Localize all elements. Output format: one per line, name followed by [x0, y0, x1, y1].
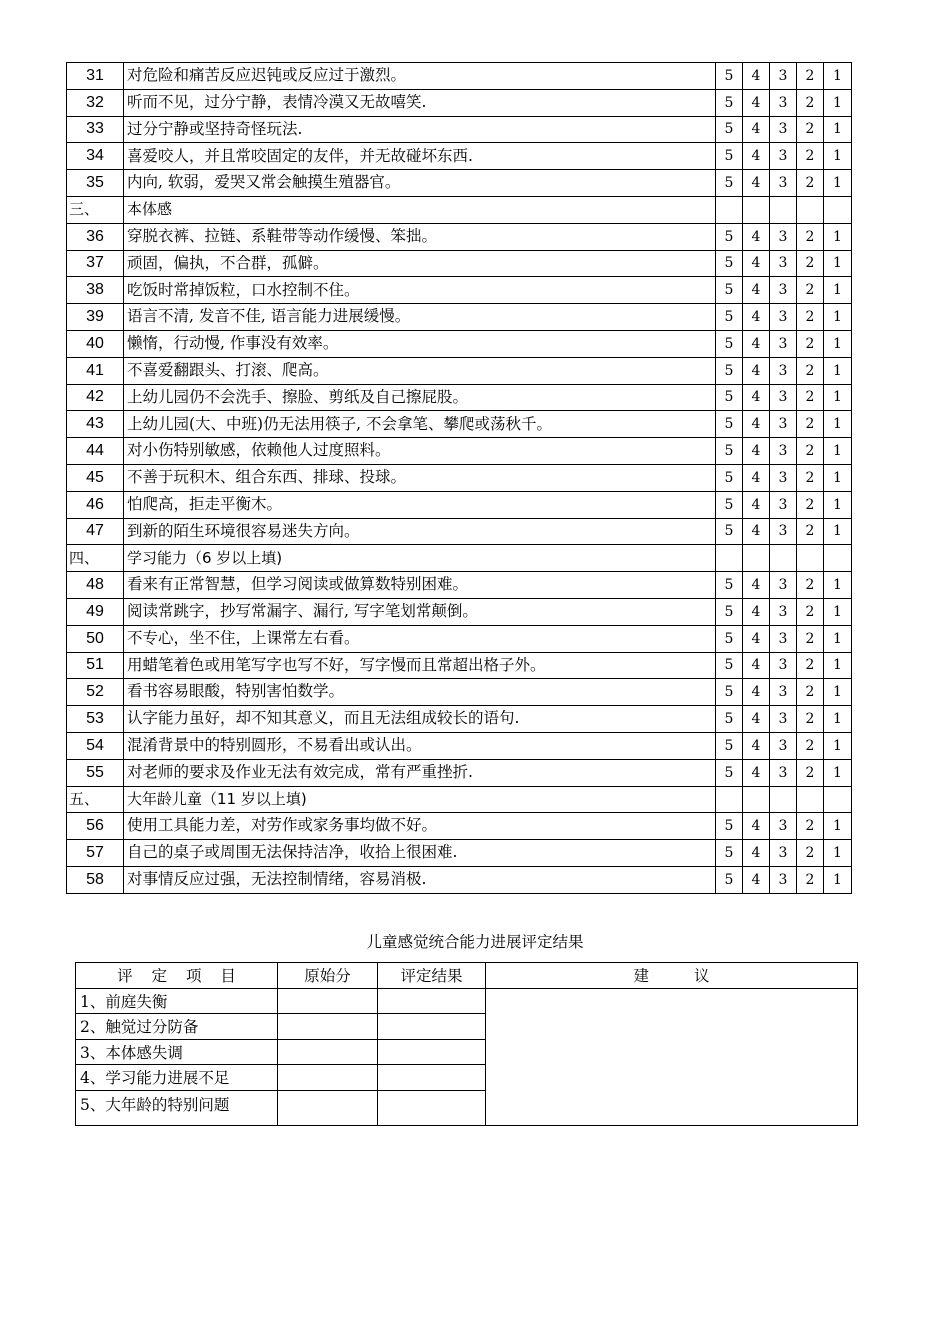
score-option[interactable]: 5	[716, 625, 743, 652]
question-row	[67, 277, 852, 304]
score-option[interactable]: 5	[716, 411, 743, 438]
empty-cell	[716, 545, 743, 572]
empty-cell	[797, 786, 824, 813]
question-text: 不专心，坐不住，上课常左右看。	[124, 625, 716, 652]
raw-score-cell[interactable]	[278, 1065, 378, 1091]
score-option[interactable]: 1	[824, 63, 852, 90]
score-option[interactable]: 4	[743, 518, 770, 545]
score-option[interactable]: 2	[797, 304, 824, 331]
score-option[interactable]: 2	[797, 598, 824, 625]
question-row	[67, 679, 852, 706]
score-option[interactable]: 3	[770, 304, 797, 331]
section-title: 本体感	[124, 196, 716, 223]
empty-cell	[716, 786, 743, 813]
question-number: 48	[67, 572, 124, 599]
question-text: 喜爱咬人，并且常咬固定的友伴，并无故碰坏东西.	[124, 143, 716, 170]
score-option[interactable]: 2	[797, 759, 824, 786]
score-option[interactable]: 5	[716, 706, 743, 733]
question-number: 35	[67, 170, 124, 197]
question-text: 过分宁静或坚持奇怪玩法.	[124, 116, 716, 143]
question-text: 内向, 软弱，爱哭又常会触摸生殖器官。	[124, 170, 716, 197]
section-row	[67, 786, 852, 813]
score-option[interactable]: 1	[824, 89, 852, 116]
score-option[interactable]: 1	[824, 625, 852, 652]
empty-cell	[824, 545, 852, 572]
question-number: 47	[67, 518, 124, 545]
score-option[interactable]: 5	[716, 89, 743, 116]
question-text: 怕爬高，拒走平衡木。	[124, 491, 716, 518]
score-option[interactable]: 4	[743, 170, 770, 197]
question-text: 懒惰，行动慢, 作事没有效率。	[124, 330, 716, 357]
question-number: 49	[67, 598, 124, 625]
score-option[interactable]: 3	[770, 357, 797, 384]
score-option[interactable]: 1	[824, 491, 852, 518]
score-option[interactable]: 1	[824, 732, 852, 759]
question-row	[67, 813, 852, 840]
empty-cell	[743, 196, 770, 223]
question-row	[67, 304, 852, 331]
score-option[interactable]: 1	[824, 250, 852, 277]
score-option[interactable]: 3	[770, 491, 797, 518]
question-number: 56	[67, 813, 124, 840]
score-option[interactable]: 2	[797, 732, 824, 759]
score-option[interactable]: 2	[797, 89, 824, 116]
score-option[interactable]: 4	[743, 330, 770, 357]
score-option[interactable]: 1	[824, 679, 852, 706]
empty-cell	[770, 545, 797, 572]
score-option[interactable]: 3	[770, 411, 797, 438]
score-option[interactable]: 2	[797, 518, 824, 545]
score-option[interactable]: 4	[743, 250, 770, 277]
question-number: 51	[67, 652, 124, 679]
score-option[interactable]: 3	[770, 759, 797, 786]
question-row	[67, 518, 852, 545]
score-option[interactable]: 4	[743, 706, 770, 733]
question-text: 顽固，偏执，不合群，孤僻。	[124, 250, 716, 277]
section-row	[67, 196, 852, 223]
result-cell[interactable]	[378, 988, 486, 1014]
score-option[interactable]: 1	[824, 170, 852, 197]
question-number: 57	[67, 840, 124, 867]
question-row	[67, 866, 852, 893]
score-option[interactable]: 1	[824, 143, 852, 170]
question-text: 看来有正常智慧，但学习阅读或做算数特别困难。	[124, 572, 716, 599]
question-row	[67, 223, 852, 250]
score-option[interactable]: 2	[797, 116, 824, 143]
score-option[interactable]: 4	[743, 384, 770, 411]
question-row	[67, 411, 852, 438]
score-option[interactable]: 1	[824, 706, 852, 733]
score-option[interactable]: 5	[716, 652, 743, 679]
question-number: 31	[67, 63, 124, 90]
question-number: 34	[67, 143, 124, 170]
result-cell[interactable]	[378, 1014, 486, 1040]
score-option[interactable]: 4	[743, 679, 770, 706]
score-option[interactable]: 4	[743, 732, 770, 759]
question-number: 32	[67, 89, 124, 116]
score-option[interactable]: 3	[770, 63, 797, 90]
score-option[interactable]: 4	[743, 223, 770, 250]
score-option[interactable]: 5	[716, 464, 743, 491]
score-option[interactable]: 1	[824, 598, 852, 625]
score-option[interactable]: 1	[824, 384, 852, 411]
score-option[interactable]: 5	[716, 384, 743, 411]
question-row	[67, 357, 852, 384]
score-option[interactable]: 5	[716, 679, 743, 706]
question-text: 到新的陌生环境很容易迷失方向。	[124, 518, 716, 545]
score-option[interactable]: 5	[716, 304, 743, 331]
score-option[interactable]: 1	[824, 866, 852, 893]
score-option[interactable]: 4	[743, 598, 770, 625]
question-row	[67, 143, 852, 170]
question-text: 自己的桌子或周围无法保持洁净，收拾上很困难.	[124, 840, 716, 867]
question-row	[67, 250, 852, 277]
question-number: 53	[67, 706, 124, 733]
question-text: 对危险和痛苦反应迟钝或反应过于激烈。	[124, 63, 716, 90]
score-option[interactable]: 1	[824, 330, 852, 357]
question-row	[67, 652, 852, 679]
score-option[interactable]: 2	[797, 438, 824, 465]
score-option[interactable]: 1	[824, 277, 852, 304]
score-option[interactable]: 4	[743, 491, 770, 518]
score-option[interactable]: 1	[824, 223, 852, 250]
question-text: 对老师的要求及作业无法有效完成，常有严重挫折.	[124, 759, 716, 786]
question-row	[67, 384, 852, 411]
score-option[interactable]: 3	[770, 438, 797, 465]
score-option[interactable]: 1	[824, 411, 852, 438]
score-option[interactable]: 5	[716, 170, 743, 197]
question-text: 不喜爱翻跟头、打滚、爬高。	[124, 357, 716, 384]
score-option[interactable]: 5	[716, 438, 743, 465]
section-number: 三、	[67, 196, 124, 223]
question-number: 38	[67, 277, 124, 304]
question-text: 上幼儿园仍不会洗手、擦脸、剪纸及自己擦屁股。	[124, 384, 716, 411]
question-number: 45	[67, 464, 124, 491]
question-text: 语言不清, 发音不佳, 语言能力进展缓慢。	[124, 304, 716, 331]
score-option[interactable]: 2	[797, 625, 824, 652]
score-option[interactable]: 3	[770, 679, 797, 706]
section-number: 五、	[67, 786, 124, 813]
question-text: 阅读常跳字，抄写常漏字、漏行, 写字笔划常颠倒。	[124, 598, 716, 625]
section-title: 大年龄儿童（11 岁以上填)	[124, 786, 716, 813]
score-option[interactable]: 1	[824, 652, 852, 679]
question-number: 55	[67, 759, 124, 786]
question-row	[67, 840, 852, 867]
question-row	[67, 170, 852, 197]
score-option[interactable]: 4	[743, 116, 770, 143]
score-option[interactable]: 4	[743, 652, 770, 679]
score-option[interactable]: 3	[770, 732, 797, 759]
score-option[interactable]: 3	[770, 143, 797, 170]
score-option[interactable]: 1	[824, 357, 852, 384]
header-item: 评 定 项 目	[76, 963, 278, 989]
score-option[interactable]: 2	[797, 250, 824, 277]
question-number: 44	[67, 438, 124, 465]
question-text: 用蜡笔着色或用笔写字也写不好，写字慢而且常超出格子外。	[124, 652, 716, 679]
empty-cell	[716, 196, 743, 223]
result-item-label: 1、前庭失衡	[76, 988, 278, 1014]
score-option[interactable]: 2	[797, 679, 824, 706]
score-option[interactable]: 5	[716, 277, 743, 304]
score-option[interactable]: 4	[743, 572, 770, 599]
result-row	[76, 988, 858, 1014]
score-option[interactable]: 3	[770, 840, 797, 867]
questionnaire-table	[66, 62, 852, 894]
score-option[interactable]: 2	[797, 330, 824, 357]
score-option[interactable]: 2	[797, 411, 824, 438]
score-option[interactable]: 4	[743, 759, 770, 786]
score-option[interactable]: 3	[770, 89, 797, 116]
question-text: 看书容易眼酸，特别害怕数学。	[124, 679, 716, 706]
score-option[interactable]: 3	[770, 277, 797, 304]
score-option[interactable]: 1	[824, 464, 852, 491]
score-option[interactable]: 2	[797, 572, 824, 599]
score-option[interactable]: 3	[770, 116, 797, 143]
score-option[interactable]: 4	[743, 277, 770, 304]
score-option[interactable]: 4	[743, 304, 770, 331]
score-option[interactable]: 1	[824, 116, 852, 143]
score-option[interactable]: 3	[770, 223, 797, 250]
score-option[interactable]: 5	[716, 840, 743, 867]
question-text: 不善于玩积木、组合东西、排球、投球。	[124, 464, 716, 491]
score-option[interactable]: 2	[797, 706, 824, 733]
score-option[interactable]: 3	[770, 330, 797, 357]
empty-cell	[743, 545, 770, 572]
result-cell[interactable]	[378, 1090, 486, 1125]
score-option[interactable]: 5	[716, 866, 743, 893]
empty-cell	[824, 196, 852, 223]
score-option[interactable]: 3	[770, 625, 797, 652]
question-number: 36	[67, 223, 124, 250]
question-text: 对事情反应过强，无法控制情绪，容易消极.	[124, 866, 716, 893]
score-option[interactable]: 4	[743, 464, 770, 491]
question-row	[67, 63, 852, 90]
result-header-row	[76, 963, 858, 989]
result-title: 儿童感觉统合能力进展评定结果	[366, 933, 584, 951]
score-option[interactable]: 5	[716, 759, 743, 786]
score-option[interactable]: 1	[824, 518, 852, 545]
question-text: 吃饭时常掉饭粒，口水控制不住。	[124, 277, 716, 304]
question-text: 上幼儿园(大、中班)仍无法用筷子, 不会拿笔、攀爬或荡秋千。	[124, 411, 716, 438]
score-option[interactable]: 3	[770, 813, 797, 840]
score-option[interactable]: 2	[797, 464, 824, 491]
empty-cell	[824, 786, 852, 813]
question-row	[67, 491, 852, 518]
score-option[interactable]: 5	[716, 63, 743, 90]
score-option[interactable]: 4	[743, 411, 770, 438]
question-row	[67, 464, 852, 491]
score-option[interactable]: 2	[797, 840, 824, 867]
question-row	[67, 438, 852, 465]
question-row	[67, 759, 852, 786]
suggestion-cell[interactable]	[486, 988, 858, 1125]
score-option[interactable]: 3	[770, 572, 797, 599]
question-row	[67, 625, 852, 652]
score-option[interactable]: 5	[716, 813, 743, 840]
score-option[interactable]: 4	[743, 89, 770, 116]
score-option[interactable]: 5	[716, 732, 743, 759]
raw-score-cell[interactable]	[278, 988, 378, 1014]
score-option[interactable]: 5	[716, 223, 743, 250]
question-row	[67, 572, 852, 599]
question-text: 穿脱衣裤、拉链、系鞋带等动作缓慢、笨拙。	[124, 223, 716, 250]
header-suggestion: 建 议	[486, 963, 858, 989]
score-option[interactable]: 2	[797, 357, 824, 384]
score-option[interactable]: 5	[716, 598, 743, 625]
empty-cell	[797, 196, 824, 223]
question-number: 33	[67, 116, 124, 143]
result-item-label: 5、大年龄的特别问题	[76, 1090, 278, 1125]
section-row	[67, 545, 852, 572]
question-number: 39	[67, 304, 124, 331]
question-row	[67, 89, 852, 116]
raw-score-cell[interactable]	[278, 1090, 378, 1125]
score-option[interactable]: 1	[824, 813, 852, 840]
score-option[interactable]: 3	[770, 464, 797, 491]
score-option[interactable]: 3	[770, 598, 797, 625]
score-option[interactable]: 4	[743, 438, 770, 465]
question-number: 43	[67, 411, 124, 438]
question-text: 听而不见，过分宁静，表情冷漠又无故嘻笑.	[124, 89, 716, 116]
score-option[interactable]: 5	[716, 250, 743, 277]
score-option[interactable]: 4	[743, 625, 770, 652]
score-option[interactable]: 3	[770, 170, 797, 197]
score-option[interactable]: 2	[797, 143, 824, 170]
question-text: 混淆背景中的特别圆形，不易看出或认出。	[124, 732, 716, 759]
score-option[interactable]: 3	[770, 706, 797, 733]
score-option[interactable]: 1	[824, 759, 852, 786]
question-number: 37	[67, 250, 124, 277]
score-option[interactable]: 4	[743, 813, 770, 840]
result-item-label: 3、本体感失调	[76, 1039, 278, 1065]
score-option[interactable]: 4	[743, 143, 770, 170]
result-cell[interactable]	[378, 1065, 486, 1091]
question-number: 46	[67, 491, 124, 518]
score-option[interactable]: 1	[824, 572, 852, 599]
score-option[interactable]: 2	[797, 652, 824, 679]
raw-score-cell[interactable]	[278, 1014, 378, 1040]
score-option[interactable]: 2	[797, 384, 824, 411]
question-text: 认字能力虽好，却不知其意义，而且无法组成较长的语句.	[124, 706, 716, 733]
score-option[interactable]: 5	[716, 116, 743, 143]
score-option[interactable]: 5	[716, 143, 743, 170]
score-option[interactable]: 2	[797, 277, 824, 304]
score-option[interactable]: 2	[797, 813, 824, 840]
empty-cell	[797, 545, 824, 572]
question-row	[67, 116, 852, 143]
question-text: 使用工具能力差，对劳作或家务事均做不好。	[124, 813, 716, 840]
question-row	[67, 732, 852, 759]
score-option[interactable]: 2	[797, 170, 824, 197]
score-option[interactable]: 5	[716, 357, 743, 384]
score-option[interactable]: 5	[716, 330, 743, 357]
score-option[interactable]: 4	[743, 357, 770, 384]
score-option[interactable]: 1	[824, 840, 852, 867]
result-item-label: 2、触觉过分防备	[76, 1014, 278, 1040]
question-number: 40	[67, 330, 124, 357]
score-option[interactable]: 3	[770, 518, 797, 545]
question-text: 对小伤特别敏感，依赖他人过度照料。	[124, 438, 716, 465]
empty-cell	[770, 786, 797, 813]
result-item-label: 4、学习能力进展不足	[76, 1065, 278, 1091]
score-option[interactable]: 5	[716, 518, 743, 545]
raw-score-cell[interactable]	[278, 1039, 378, 1065]
score-option[interactable]: 1	[824, 304, 852, 331]
score-option[interactable]: 3	[770, 384, 797, 411]
score-option[interactable]: 1	[824, 438, 852, 465]
score-option[interactable]: 2	[797, 63, 824, 90]
question-number: 58	[67, 866, 124, 893]
question-row	[67, 598, 852, 625]
score-option[interactable]: 4	[743, 63, 770, 90]
question-number: 42	[67, 384, 124, 411]
empty-cell	[743, 786, 770, 813]
score-option[interactable]: 2	[797, 866, 824, 893]
assessment-result-table	[75, 962, 858, 1126]
score-option[interactable]: 4	[743, 840, 770, 867]
question-row	[67, 330, 852, 357]
question-number: 50	[67, 625, 124, 652]
score-option[interactable]: 3	[770, 866, 797, 893]
header-raw-score: 原始分	[278, 963, 378, 989]
header-result: 评定结果	[378, 963, 486, 989]
score-option[interactable]: 5	[716, 572, 743, 599]
score-option[interactable]: 2	[797, 223, 824, 250]
question-number: 41	[67, 357, 124, 384]
empty-cell	[770, 196, 797, 223]
question-number: 54	[67, 732, 124, 759]
score-option[interactable]: 3	[770, 652, 797, 679]
score-option[interactable]: 5	[716, 491, 743, 518]
score-option[interactable]: 2	[797, 491, 824, 518]
question-row	[67, 706, 852, 733]
result-cell[interactable]	[378, 1039, 486, 1065]
section-number: 四、	[67, 545, 124, 572]
score-option[interactable]: 3	[770, 250, 797, 277]
question-number: 52	[67, 679, 124, 706]
score-option[interactable]: 4	[743, 866, 770, 893]
section-title: 学习能力（6 岁以上填)	[124, 545, 716, 572]
